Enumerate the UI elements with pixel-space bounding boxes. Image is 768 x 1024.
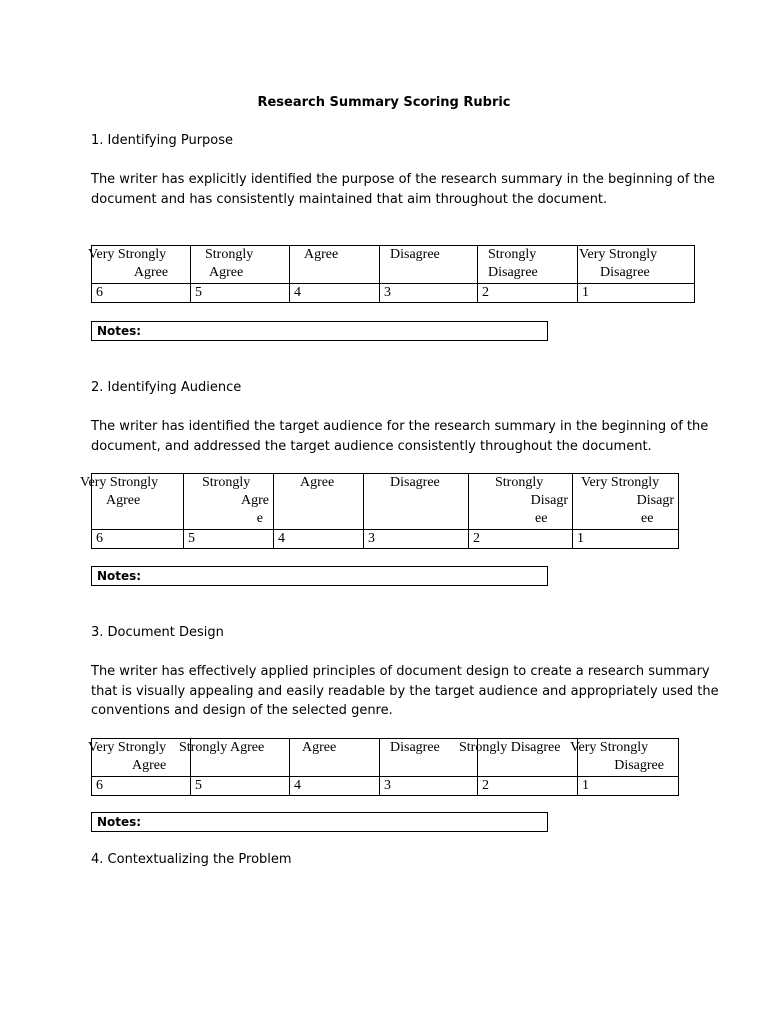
scale-label-cell: Very Strongly Disagr ee [573,474,679,530]
scale-label-cell: Strongly Agree [191,739,290,777]
description-line: that is visually appealing and easily readable by the target audience and appropriately used the [91,683,719,699]
score-row [92,284,695,303]
scale-label-cell: Strongly Disagree [478,246,578,284]
rating-scale-table [88,738,679,796]
score-cell: 6 [92,284,191,303]
description-line: The writer has effectively applied principles of document design to create a research summary [91,664,710,679]
scale-label-cell: Strongly Agre e [184,474,274,530]
description-line: The writer has identified the target audience for the research summary in the beginning of the [91,419,709,434]
scale-label-cell: Very Strongly Agree [92,739,191,777]
scale-label-cell: Very Strongly Disagree [578,739,679,777]
description-line: The writer has explicitly identified the purpose of the research summary in the beginning of the [91,172,715,187]
scale-label-row [92,474,679,530]
score-cell: 6 [92,777,191,796]
scale-label-cell: Agree [274,474,364,530]
score-cell: 4 [290,284,380,303]
score-cell: 5 [191,284,290,303]
scale-label-cell: Very Strongly Agree [92,474,184,530]
notes-field[interactable] [91,566,548,586]
score-cell: 6 [92,530,184,549]
section-description [91,662,751,721]
section-description [91,417,731,456]
section-heading: 4. Contextualizing the Problem [91,852,292,867]
score-cell: 5 [191,777,290,796]
score-cell: 4 [290,777,380,796]
score-cell: 2 [478,777,578,796]
scale-label-row [92,246,695,284]
section-description [91,170,731,209]
section-heading: 3. Document Design [91,625,224,640]
scale-label-cell: Very Strongly Agree [92,246,191,284]
score-cell: 5 [184,530,274,549]
scale-label-cell: Very Strongly Disagree [578,246,695,284]
section-heading: 1. Identifying Purpose [91,133,234,148]
section-heading: 2. Identifying Audience [91,380,242,395]
notes-label: Notes: [97,324,142,338]
scale-label-cell: Disagree [380,246,478,284]
rating-scale-table [88,245,695,303]
notes-field[interactable] [91,812,548,832]
scale-label-cell: Disagree [364,474,469,530]
score-cell: 2 [478,284,578,303]
score-cell: 1 [578,777,679,796]
scale-label-cell: Agree [290,246,380,284]
score-cell: 3 [380,284,478,303]
score-cell: 3 [380,777,478,796]
notes-label: Notes: [97,815,142,829]
scale-label-cell: Disagree [380,739,478,777]
score-cell: 2 [469,530,573,549]
scale-label-cell: Strongly Disagr ee [469,474,573,530]
description-line: conventions and design of the selected genre. [91,703,393,718]
score-cell: 1 [578,284,695,303]
notes-label: Notes: [97,569,142,583]
score-cell: 1 [573,530,679,549]
notes-field[interactable] [91,321,548,341]
scale-label-cell: Strongly Agree [191,246,290,284]
page-title: Research Summary Scoring Rubric [257,95,511,110]
description-line: document and has consistently maintained that aim throughout the document. [91,191,608,207]
score-cell: 3 [364,530,469,549]
score-cell: 4 [274,530,364,549]
score-row [92,530,679,549]
rating-scale-table [80,473,679,549]
description-line: document, and addressed the target audience consistently throughout the document. [91,438,652,454]
scale-label-cell: Agree [290,739,380,777]
scale-label-cell: Strongly Disagree [478,739,578,777]
score-row [92,777,679,796]
scale-label-row [92,739,679,777]
